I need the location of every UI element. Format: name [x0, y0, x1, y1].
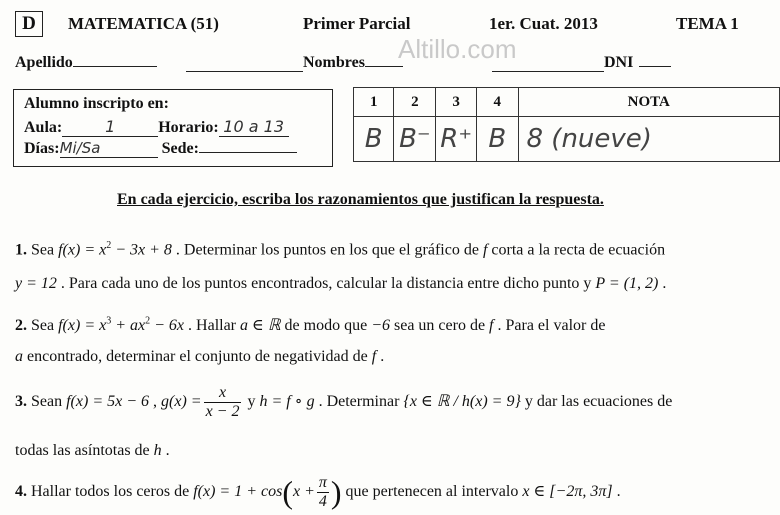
e3-set: {x ∈ ℝ / h(x) = 9} [403, 393, 521, 411]
watermark-logo: Altillo.com [398, 34, 517, 64]
e2-a: a [15, 348, 23, 365]
exercise-3-number: 3. [15, 393, 27, 411]
sede-label: Sede: [161, 140, 199, 157]
e1-text-2: . Determinar los puntos en los que el gráfico de [171, 241, 483, 259]
dias-label: Días: [24, 140, 60, 157]
e2-f: f [489, 317, 494, 334]
e1-text-4: . Para cada uno de los puntos encontrados, calcular la distancia entre dicho punto y [56, 275, 596, 292]
grade-header-2: 2 [394, 88, 436, 117]
e1-formula: f(x) = x [58, 241, 107, 259]
grade-header-4: 4 [477, 88, 518, 117]
e2-formula-2: + ax [111, 317, 146, 334]
e4-text-2: que pertenecen al intervalo [341, 483, 523, 501]
exercise-1-number: 1. [15, 241, 27, 259]
e4-text: Hallar todos los ceros de [27, 483, 194, 501]
e2-exp-2: 2 [145, 315, 151, 327]
e4-pi-denominator: 4 [318, 493, 327, 510]
dni-blank [639, 66, 671, 67]
enrollment-heading: Alumno inscripto en: [24, 95, 169, 112]
e3-text-2: . Determinar [314, 393, 404, 411]
grade-header-nota: NOTA [518, 88, 780, 117]
e3-text-4: todas las asíntotas de [15, 442, 154, 459]
horario-value: 10 a 13 [219, 117, 289, 137]
enrollment-box [13, 89, 333, 167]
apellido-blank [73, 66, 157, 67]
grade-value-3: R⁺ [436, 117, 477, 162]
e4-arg: x + [292, 483, 315, 501]
apellido-field [15, 54, 157, 72]
grades-table [353, 87, 780, 162]
instruction-text: En cada ejercicio, escriba los razonamientos que justifican la respuesta. [117, 191, 604, 208]
aula-value: 1 [62, 117, 158, 137]
e2-f-2: f [371, 348, 377, 365]
e1-text: Sea [27, 241, 59, 259]
grade-value-4: B [477, 117, 518, 162]
e3-h-2: h [153, 442, 162, 459]
e1-formula-rest: − 3x + 8 [111, 241, 172, 259]
dni-blank-before [492, 71, 604, 72]
sede-blank [199, 152, 297, 153]
e2-period: . [376, 348, 385, 365]
e2-text: Sea [27, 317, 59, 334]
dni-field [492, 54, 671, 72]
exercise-3-line-1 [15, 384, 672, 421]
horario-label: Horario: [158, 119, 219, 136]
e4-interval: x ∈ [−2π, 3π] [522, 483, 613, 501]
dni-label: DNI [604, 54, 634, 71]
grade-value-nota: 8 (nueve) [518, 117, 780, 162]
e3-y: y [243, 393, 260, 411]
exercise-4-line-1 [15, 474, 621, 511]
e3-h: h = f ∘ g [259, 393, 315, 411]
aula-label: Aula: [24, 119, 63, 136]
e1-text-3: corta a la recta de ecuación [487, 241, 666, 259]
e4-period: . [612, 483, 621, 501]
grade-value-1: B [354, 117, 394, 162]
exercise-4-number: 4. [15, 483, 27, 501]
e3-f: f(x) = 5x − 6 [66, 393, 150, 411]
nombres-blank-before [186, 71, 303, 72]
exercise-1-line-2 [15, 275, 666, 293]
e1-exponent: 2 [106, 240, 112, 251]
e2-text-3: de modo que [280, 317, 372, 334]
e2-text-6: encontrado, determinar el conjunto de negatividad de [23, 348, 372, 365]
dias-value: Mi/Sa [60, 139, 158, 158]
grade-value-2: B⁻ [394, 117, 436, 162]
nombres-field [186, 54, 403, 72]
e3-period: . [161, 442, 170, 459]
e4-pi-fraction [317, 474, 329, 511]
exam-tema: TEMA 1 [676, 14, 739, 33]
e2-text-5: . Para el valor de [493, 317, 606, 334]
e2-exp-3: 3 [106, 315, 112, 327]
e3-g-fraction [204, 384, 242, 421]
e2-formula: f(x) = x [58, 317, 107, 334]
e3-comma: , [149, 393, 162, 411]
e4-f: f(x) = 1 + cos [193, 483, 283, 501]
e4-paren-open: ( [282, 474, 293, 510]
apellido-label: Apellido [15, 54, 73, 71]
e3-text: Sean [27, 393, 67, 411]
e2-text-2: . Hallar [184, 317, 241, 334]
grade-header-1: 1 [354, 88, 394, 117]
exercise-1-line-1 [15, 240, 665, 259]
exercise-2-number: 2. [15, 317, 27, 334]
e1-point: P = (1, 2) [595, 275, 659, 292]
e1-line-eq: y = 12 [15, 275, 57, 292]
e3-g: g(x) = [161, 393, 202, 411]
exam-term: 1er. Cuat. 2013 [489, 14, 598, 33]
exam-name: Primer Parcial [303, 14, 411, 33]
e1-f: f [482, 241, 488, 259]
e2-text-4: sea un cero de [389, 317, 490, 334]
e2-formula-3: − 6x [150, 317, 185, 334]
exam-variant-box: D [15, 11, 43, 37]
exercise-2-line-1 [15, 315, 605, 335]
e4-pi-numerator: π [318, 474, 327, 491]
subject-title: MATEMATICA (51) [68, 14, 219, 33]
exercise-2-line-2 [15, 348, 384, 366]
e3-g-numerator: x [204, 384, 242, 403]
e3-text-3: y dar las ecuaciones de [520, 393, 673, 411]
e4-paren-close: ) [330, 474, 342, 510]
nombres-label: Nombres [303, 54, 365, 71]
e2-a-real: a ∈ ℝ [240, 317, 281, 334]
grade-header-3: 3 [436, 88, 477, 117]
e2-minus-six: −6 [371, 317, 390, 334]
e1-period: . [658, 275, 667, 292]
exercise-3-line-2 [15, 442, 170, 460]
nombres-blank [365, 66, 403, 67]
e3-g-denominator: x − 2 [205, 403, 240, 420]
